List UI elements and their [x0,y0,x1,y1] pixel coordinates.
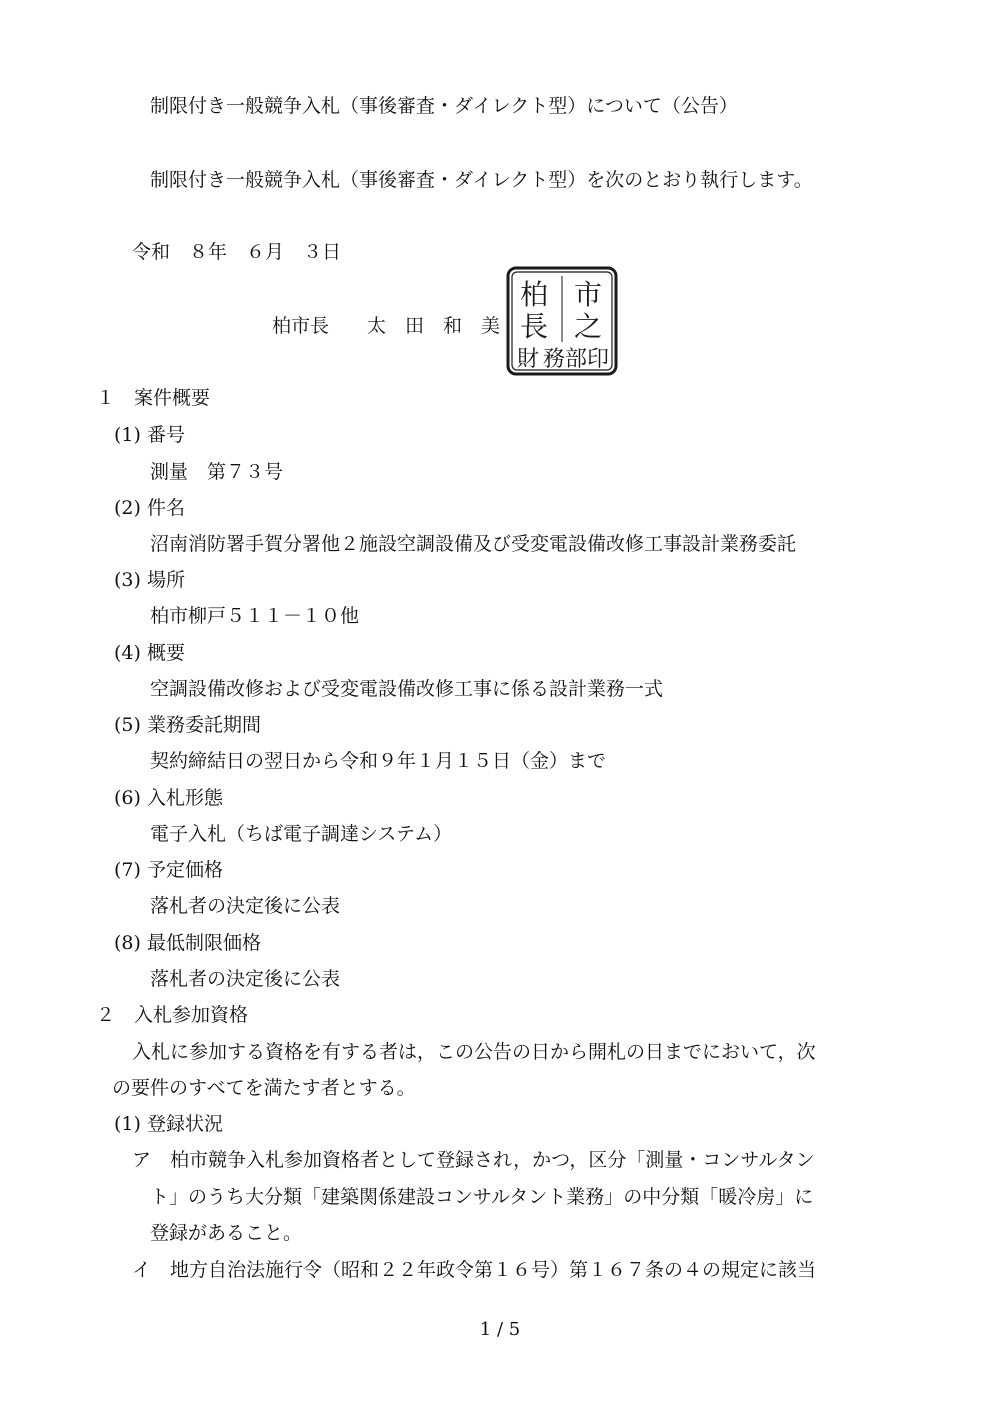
item-value: 契約締結日の翌日から令和９年１月１５日（金）まで [150,750,607,772]
item-value: 測量 第７３号 [150,461,284,483]
seal-char: 務 [542,347,566,372]
item-value: 落札者の決定後に公表 [150,895,341,917]
section2-paragraph: の要件のすべてを満たす者とする。 [112,1077,416,1099]
seal-char: 柏 [519,278,549,311]
item-value: 沼南消防署手賀分署他２施設空調設備及び受変電設備改修工事設計業務委託 [150,533,797,555]
item-value: 空調設備改修および受変電設備改修工事に係る設計業務一式 [150,678,664,700]
item-label: (8) 最低制限価格 [114,932,261,954]
seal-char: 之 [573,310,603,343]
item-value: 電子入札（ちば電子調達システム） [150,823,453,845]
seal-char: 印 [586,347,610,372]
item-label: (2) 件名 [114,497,185,519]
item-label: (5) 業務委託期間 [114,714,261,736]
item-value: 柏市柳戸５１１－１０他 [150,605,360,627]
item-label: (6) 入札形態 [114,787,223,809]
item-label: (4) 概要 [114,642,185,664]
official-seal [506,266,618,376]
section1-heading: １ 案件概要 [96,387,211,409]
seal-char: 市 [573,278,603,311]
page-number: 1 / 5 [479,1319,521,1340]
item-label: (1) 番号 [114,424,185,446]
item-value: 落札者の決定後に公表 [150,968,341,990]
issue-date: 令和 ８年 ６月 ３日 [132,241,342,263]
item-label: (7) 予定価格 [114,859,223,881]
seal-char: 長 [519,310,549,343]
intro-text: 制限付き一般競争入札（事後審査・ダイレクト型）を次のとおり執行します。 [150,169,813,191]
section2-paragraph: 入札に参加する資格を有する者は，この公告の日から開札の日までにおいて，次 [132,1041,816,1063]
seal-char: 部 [564,347,588,372]
item-label: (3) 場所 [114,569,185,591]
section2-heading: ２ 入札参加資格 [96,1004,249,1026]
signer-name: 柏市長 太 田 和 美 [272,315,501,337]
requirement-text: イ 地方自治法施行令（昭和２２年政令第１６号）第１６７条の４の規定に該当 [132,1259,817,1281]
requirement-text: ト」のうち大分類「建築関係建設コンサルタント業務」の中分類「暖冷房」に [150,1186,814,1208]
item-label: (1) 登録状況 [114,1113,223,1135]
seal-char: 財 [516,347,540,372]
requirement-text: 登録があること。 [150,1222,303,1244]
document-title: 制限付き一般競争入札（事後審査・ダイレクト型）について（公告） [150,95,738,117]
requirement-text: ア 柏市競争入札参加資格者として登録され，かつ，区分「測量・コンサルタン [132,1149,815,1171]
